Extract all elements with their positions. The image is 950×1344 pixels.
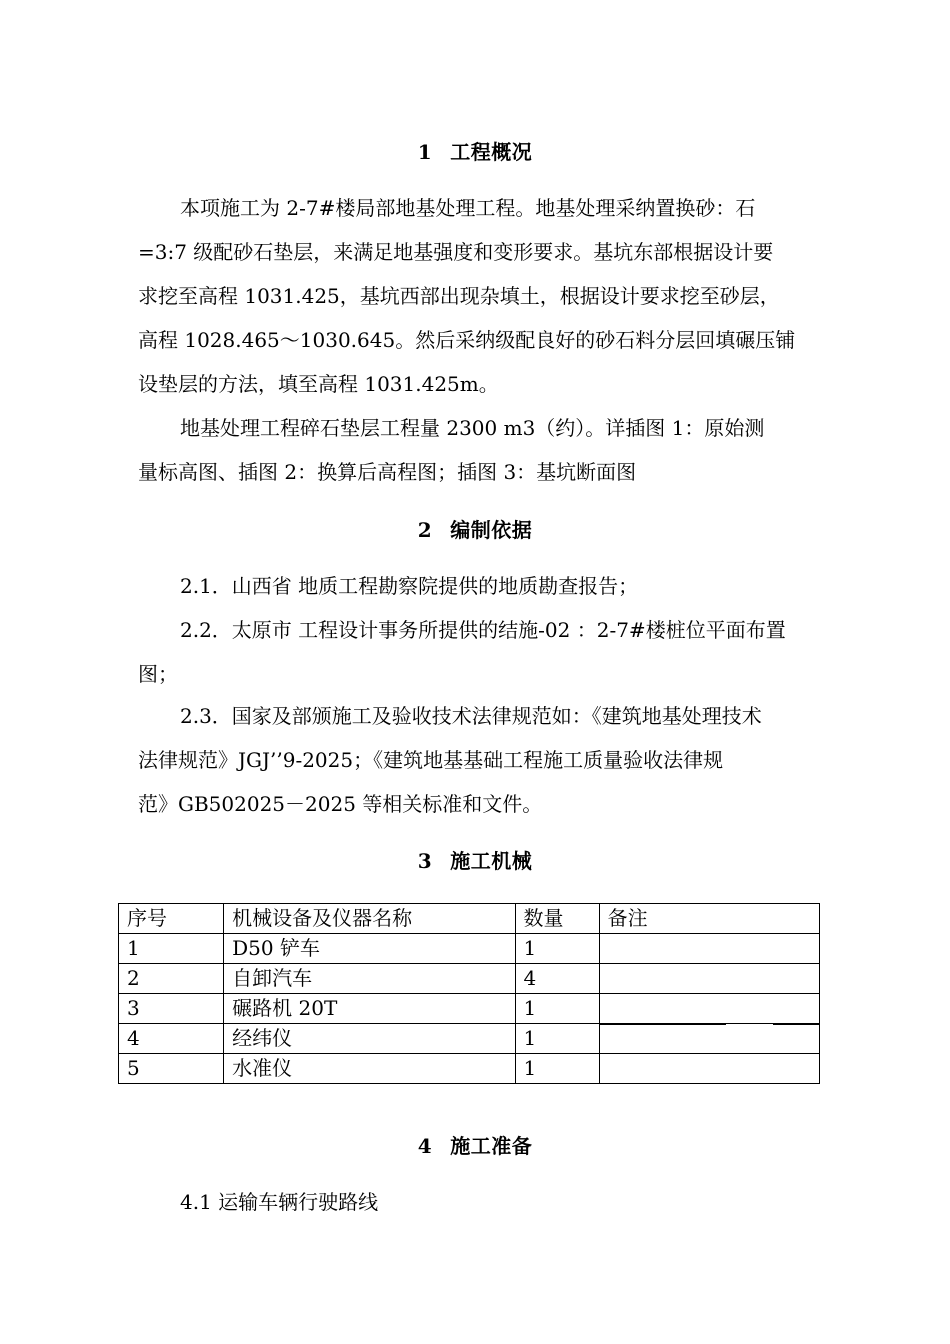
table-row: [119, 1024, 820, 1054]
basis-item-2-2: [138, 608, 838, 696]
text-line: 2.2．太原市 工程设计事务所提供的结施-02 ：2-7#楼桩位平面布置: [180, 618, 786, 642]
section-title: 工程概况: [450, 140, 533, 164]
cell-remarks: [599, 994, 819, 1024]
overview-paragraph-1: [138, 186, 838, 406]
section-title: 施工准备: [450, 1134, 533, 1158]
text-line: 量标高图、插图 2：换算后高程图；插图 3：基坑断面图: [138, 460, 637, 484]
text-line: 地基处理工程碎石垫层工程量 2300 m3（约）。详插图 1：原始测: [180, 416, 765, 440]
section-title: 施工机械: [450, 849, 533, 873]
cell-index: 5: [119, 1054, 224, 1084]
section-title: 编制依据: [450, 518, 533, 542]
section-number: 4: [417, 1134, 433, 1158]
cell-index: 3: [119, 994, 224, 1024]
section-heading-4: [0, 1134, 950, 1158]
table-row: [119, 934, 820, 964]
cell-quantity: 1: [515, 994, 599, 1024]
text-line: 本项施工为 2-7#楼局部地基处理工程。地基处理采纳置换砂：石: [180, 196, 756, 220]
table-header-row: [119, 904, 820, 934]
cell-name: 水准仪: [224, 1054, 515, 1084]
text-line: 法律规范》JGJ’’9-2025；《建筑地基基础工程施工质量验收法律规: [138, 748, 724, 772]
cell-name: 碾路机 20T: [224, 994, 515, 1024]
header-cell-name: 机械设备及仪器名称: [224, 904, 515, 934]
text-line: 2.1．山西省 地质工程勘察院提供的地质勘查报告；: [180, 574, 639, 598]
header-cell-quantity: 数量: [515, 904, 599, 934]
cell-index: 2: [119, 964, 224, 994]
cell-remarks: [599, 1054, 819, 1084]
section-number: 3: [417, 849, 433, 873]
cell-index: 4: [119, 1024, 224, 1054]
cell-remarks: [599, 1024, 819, 1054]
text-line: =3:7 级配砂石垫层，来满足地基强度和变形要求。基坑东部根据设计要: [138, 240, 774, 264]
cell-index: 1: [119, 934, 224, 964]
section-heading-3: [0, 849, 950, 873]
cell-remarks: [599, 964, 819, 994]
cell-quantity: 1: [515, 1054, 599, 1084]
table-row: [119, 994, 820, 1024]
table-row: [119, 1054, 820, 1084]
cell-quantity: 1: [515, 934, 599, 964]
cell-name: D50 铲车: [224, 934, 515, 964]
cell-name: 自卸汽车: [224, 964, 515, 994]
text-line: 4.1 运输车辆行驶路线: [180, 1190, 379, 1214]
machinery-table: [118, 903, 820, 1084]
text-line: 2.3．国家及部颁施工及验收技术法律规范如：《建筑地基处理技术: [180, 704, 762, 728]
overview-paragraph-2: [138, 406, 838, 494]
section-heading-1: [0, 140, 950, 164]
table-row: [119, 964, 820, 994]
cell-quantity: 1: [515, 1024, 599, 1054]
header-cell-remarks: 备注: [599, 904, 819, 934]
section-number: 1: [417, 140, 433, 164]
section-heading-2: [0, 518, 950, 542]
text-line: 设垫层的方法，填至高程 1031.425m。: [138, 372, 499, 396]
cell-quantity: 4: [515, 964, 599, 994]
cell-remarks: [599, 934, 819, 964]
rule-segment: [600, 1024, 726, 1025]
header-cell-index: 序号: [119, 904, 224, 934]
text-line: 高程 1028.465～1030.645。然后采纳级配良好的砂石料分层回填碾压铺: [138, 328, 796, 352]
basis-item-2-1: [138, 564, 838, 608]
cell-name: 经纬仪: [224, 1024, 515, 1054]
text-line: 求挖至高程 1031.425，基坑西部出现杂填土，根据设计要求挖至砂层，: [138, 284, 780, 308]
text-line: 范》GB502025－2025 等相关标准和文件。: [138, 792, 543, 816]
section-number: 2: [417, 518, 433, 542]
text-line: 图；: [138, 662, 178, 686]
basis-item-2-3: [138, 694, 838, 826]
preparation-item-4-1: [138, 1180, 838, 1224]
rule-segment: [773, 1024, 820, 1025]
